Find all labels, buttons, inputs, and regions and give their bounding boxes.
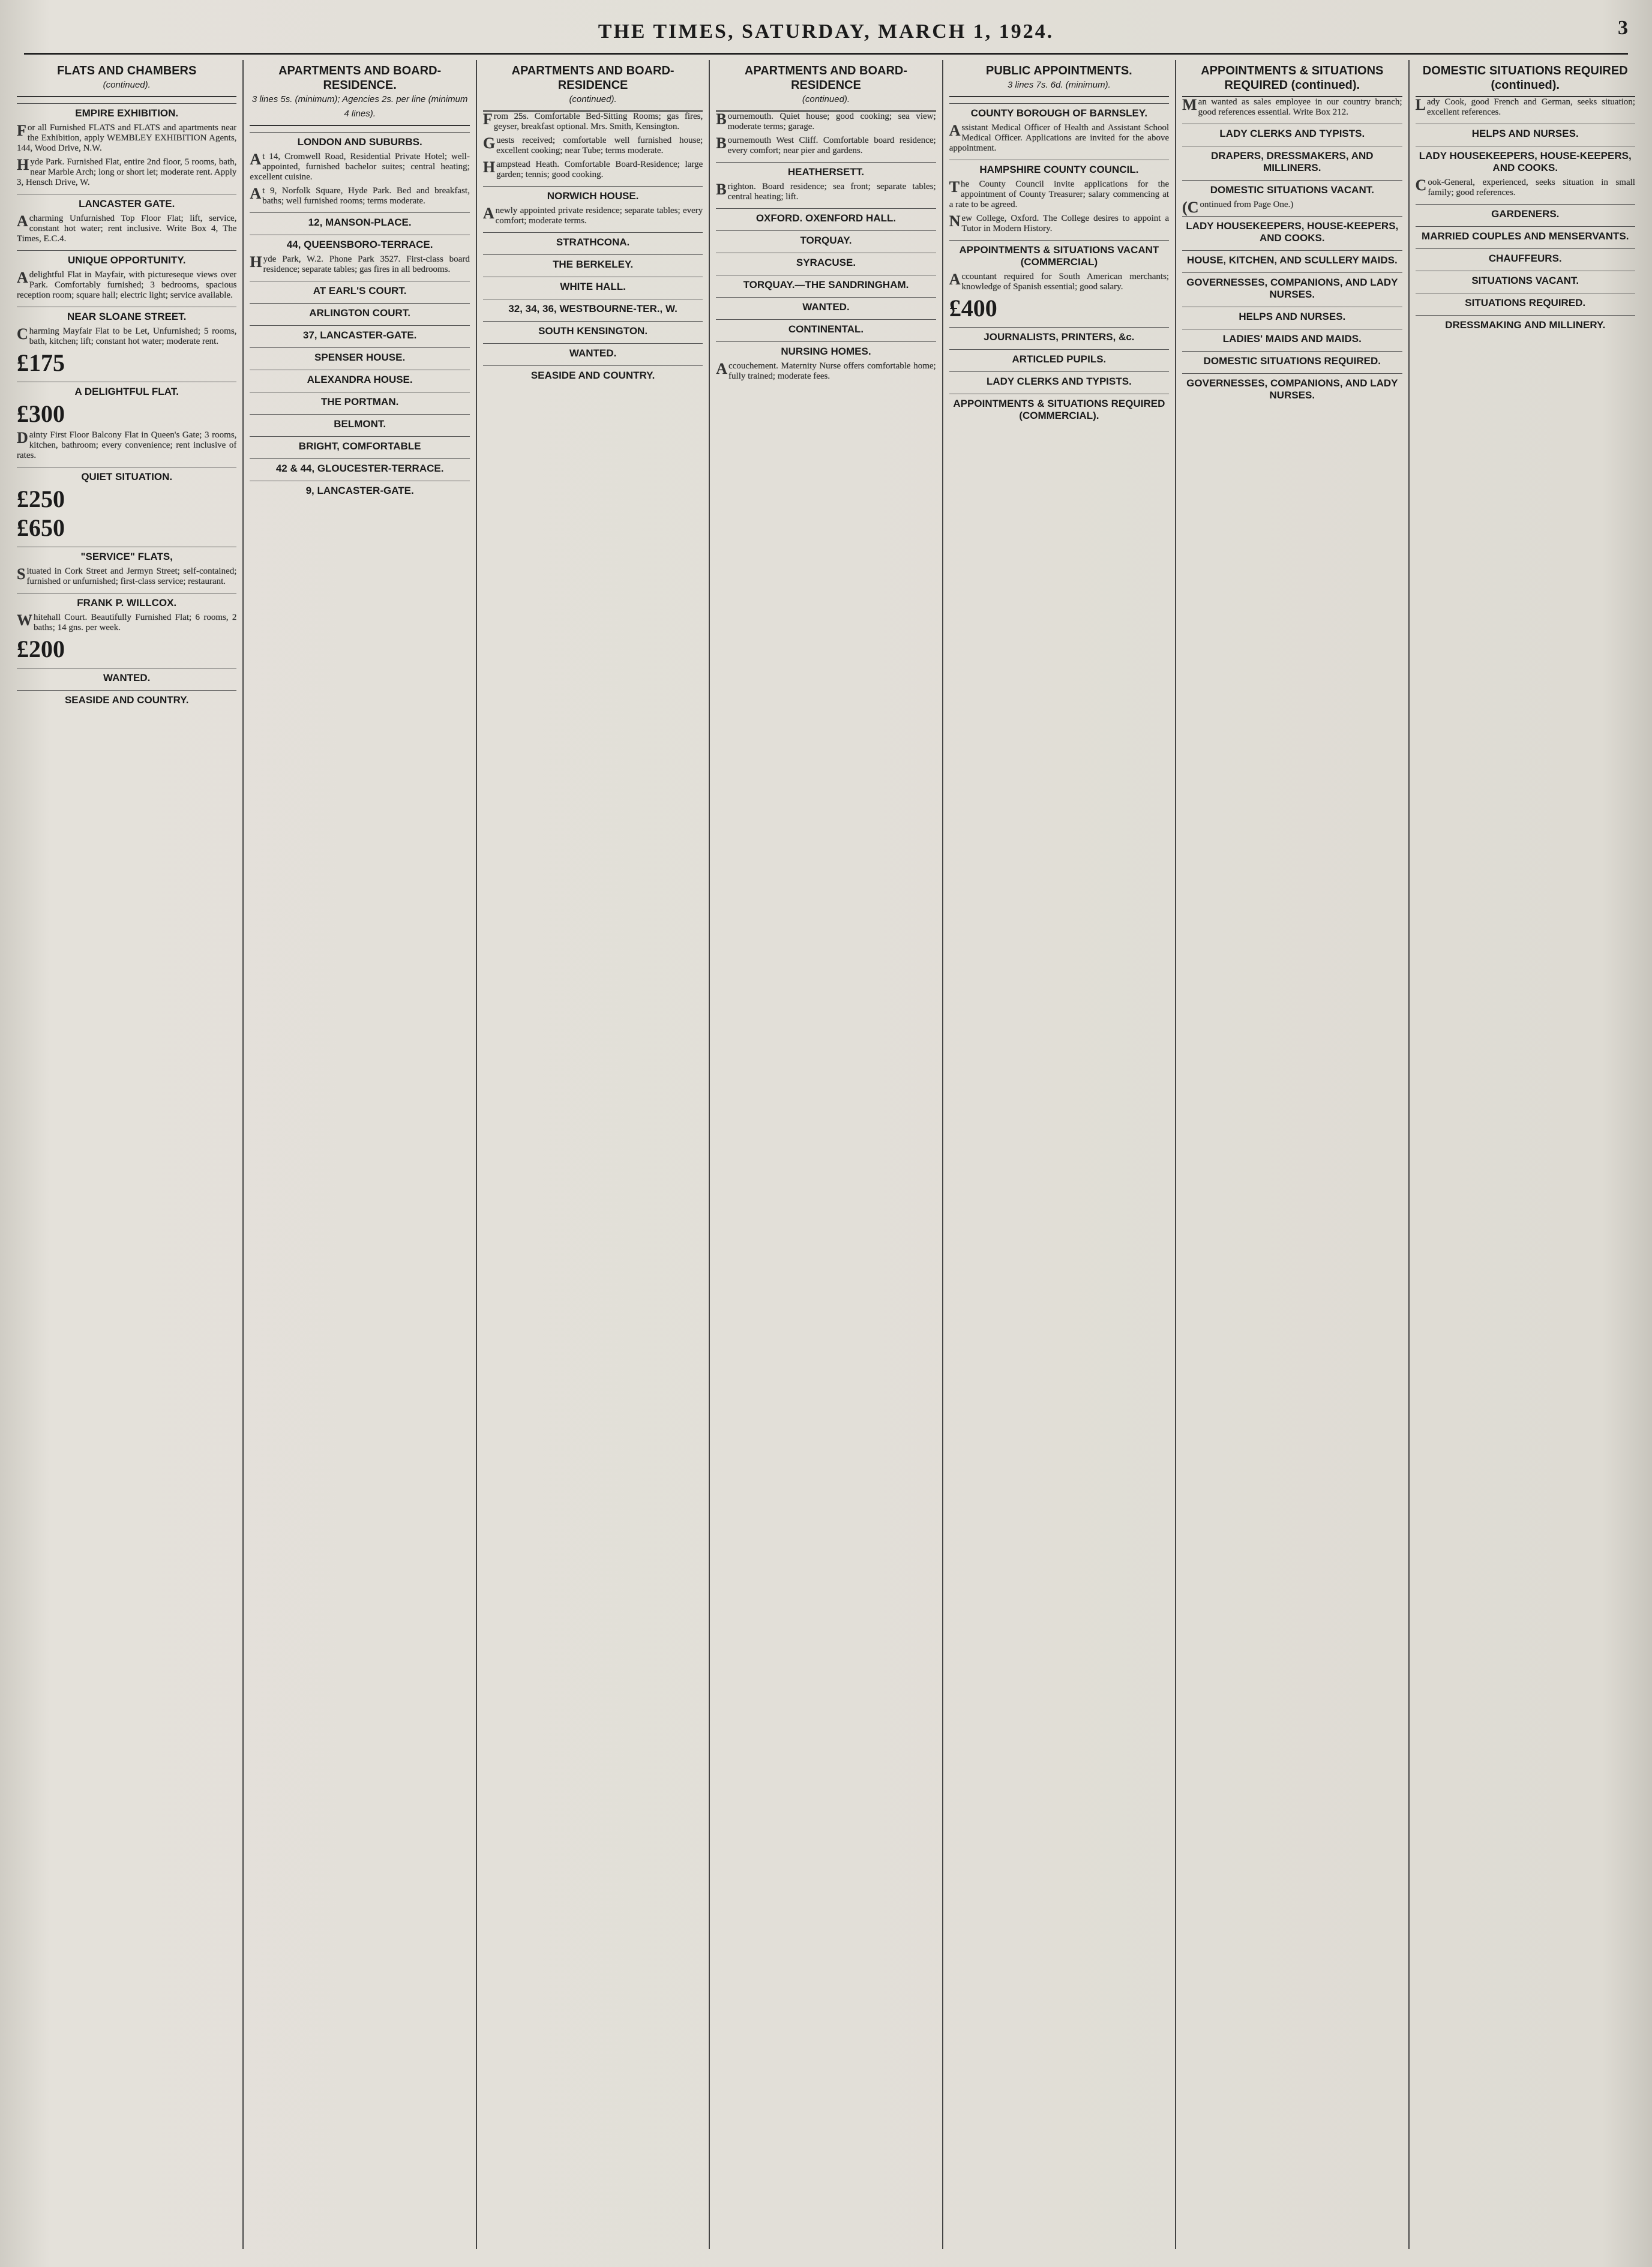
classified-ad: Man wanted as sales employee in our country branch; good references essential. Write Box 212.	[1182, 97, 1402, 117]
section-heading: "SERVICE" FLATS,	[17, 547, 236, 563]
section-heading: SEASIDE AND COUNTRY.	[483, 365, 703, 382]
price-figure: £175	[17, 349, 65, 376]
section-heading: WHITE HALL.	[483, 277, 703, 293]
section-heading: ARTICLED PUPILS.	[949, 349, 1169, 365]
section-heading: DRAPERS, DRESSMAKERS, AND MILLINERS.	[1182, 146, 1402, 174]
classified-ad: The County Council invite applications for the appointment of County Treasurer; salary commencing at a rate to be agreed.	[949, 178, 1170, 209]
section-heading: SITUATIONS VACANT.	[1416, 271, 1635, 287]
section-heading: GARDENERS.	[1416, 204, 1635, 220]
column-heading	[949, 60, 1169, 97]
section-heading: SYRACUSE.	[716, 253, 936, 269]
column-1	[11, 60, 244, 2249]
section-heading: STRATHCONA.	[483, 232, 703, 248]
section-heading: WANTED.	[17, 668, 236, 684]
section-heading: NEAR SLOANE STREET.	[17, 307, 236, 323]
column-heading-text: APARTMENTS AND BOARD-RESIDENCE	[744, 64, 908, 92]
column-7	[1410, 60, 1641, 2249]
section-heading: LADY HOUSEKEEPERS, HOUSE-KEEPERS, AND COOKS.	[1416, 146, 1635, 174]
column-heading-text: DOMESTIC SITUATIONS REQUIRED (continued).	[1422, 64, 1628, 92]
classified-ad: Acharming Unfurnished Top Floor Flat; lift, service, constant hot water; rent inclusive. Write Box 4, The Times, E.C.4.	[17, 212, 237, 244]
column-body	[17, 97, 236, 2249]
section-heading: NORWICH HOUSE.	[483, 186, 703, 202]
section-heading: SITUATIONS REQUIRED.	[1416, 293, 1635, 309]
price-figure: £300	[17, 400, 65, 427]
column-heading	[1182, 60, 1402, 97]
section-heading: SEASIDE AND COUNTRY.	[17, 690, 236, 706]
price-figure: £400	[949, 295, 997, 322]
section-heading: GOVERNESSES, COMPANIONS, AND LADY NURSES.	[1182, 373, 1402, 401]
column-heading-text: APPOINTMENTS & SITUATIONS REQUIRED (continued).	[1201, 64, 1384, 92]
classified-ad: Cook-General, experienced, seeks situation in small family; good references.	[1415, 176, 1635, 197]
section-heading: LONDON AND SUBURBS.	[250, 132, 469, 148]
column-5	[943, 60, 1176, 2249]
column-body	[1182, 97, 1402, 2249]
section-heading: LANCASTER GATE.	[17, 194, 236, 210]
section-heading: HOUSE, KITCHEN, AND SCULLERY MAIDS.	[1182, 250, 1402, 266]
section-heading: 44, QUEENSBORO-TERRACE.	[250, 235, 469, 251]
section-heading: MARRIED COUPLES AND MENSERVANTS.	[1416, 226, 1635, 242]
column-heading-text: APARTMENTS AND BOARD-RESIDENCE	[511, 64, 674, 92]
section-heading: 37, LANCASTER-GATE.	[250, 325, 469, 341]
classified-ad: Accountant required for South American merchants; knowledge of Spanish essential; good salary.	[949, 271, 1170, 292]
column-2	[244, 60, 476, 2249]
section-heading: QUIET SITUATION.	[17, 467, 236, 483]
section-heading: NURSING HOMES.	[716, 341, 936, 358]
section-heading: LADY CLERKS AND TYPISTS.	[949, 371, 1169, 388]
section-heading: 42 & 44, GLOUCESTER-TERRACE.	[250, 458, 469, 475]
section-heading: UNIQUE OPPORTUNITY.	[17, 250, 236, 266]
section-heading: JOURNALISTS, PRINTERS, &c.	[949, 327, 1169, 343]
classified-ad: Brighton. Board residence; sea front; separate tables; central heating; lift.	[716, 181, 936, 202]
column-body	[949, 97, 1169, 2249]
classified-ad: From 25s. Comfortable Bed-Sitting Rooms; gas fires, geyser, breakfast optional. Mrs. Smith, Kensington.	[482, 112, 703, 131]
columns	[11, 60, 1641, 2249]
section-heading: LADY HOUSEKEEPERS, HOUSE-KEEPERS, AND COOKS.	[1182, 216, 1402, 244]
section-heading: EMPIRE EXHIBITION.	[17, 103, 236, 119]
column-6	[1176, 60, 1409, 2249]
classified-ad: Guests received; comfortable well furnished house; excellent cooking; near Tube; terms moderate.	[482, 134, 703, 155]
section-heading: TORQUAY.—THE SANDRINGHAM.	[716, 275, 936, 291]
section-heading: APPOINTMENTS & SITUATIONS VACANT (COMMERCIAL)	[949, 240, 1169, 268]
classified-ad: Accouchement. Maternity Nurse offers comfortable home; fully trained; moderate fees.	[716, 360, 936, 381]
section-heading: WANTED.	[716, 297, 936, 313]
section-heading: HELPS AND NURSES.	[1182, 307, 1402, 323]
section-heading: THE PORTMAN.	[250, 392, 469, 408]
page-number: 3	[1618, 17, 1628, 39]
classified-ad: Assistant Medical Officer of Health and Assistant School Medical Officer. Applications are invited for the above appointment.	[949, 122, 1170, 153]
section-heading: GOVERNESSES, COMPANIONS, AND LADY NURSES.	[1182, 272, 1402, 301]
classified-ad: Hyde Park. Furnished Flat, entire 2nd floor, 5 rooms, bath, near Marble Arch; long or short let; moderate rent. Apply 3, Hensch Drive, W.	[17, 156, 237, 187]
section-heading: WANTED.	[483, 343, 703, 359]
classified-ad: Anewly appointed private residence; separate tables; every comfort; moderate terms.	[482, 205, 703, 226]
column-subheading: (continued).	[802, 94, 850, 104]
section-heading: HELPS AND NURSES.	[1416, 124, 1635, 140]
section-heading: LADY CLERKS AND TYPISTS.	[1182, 124, 1402, 140]
column-subheading: (continued).	[569, 94, 617, 104]
classified-ad: Charming Mayfair Flat to be Let, Unfurnished; 5 rooms, bath, kitchen; lift; constant hot water; moderate rent.	[17, 325, 237, 346]
section-heading: COUNTY BOROUGH OF BARNSLEY.	[949, 103, 1169, 119]
classified-ad: Bournemouth. Quiet house; good cooking; sea view; moderate terms; garage.	[716, 112, 936, 131]
masthead-title: THE TIMES, SATURDAY, MARCH 1, 1924.	[598, 20, 1054, 43]
classified-ad: At 9, Norfolk Square, Hyde Park. Bed and breakfast, baths; well furnished rooms; terms moderate.	[250, 185, 470, 206]
masthead	[24, 11, 1628, 55]
section-heading: CONTINENTAL.	[716, 319, 936, 335]
section-heading: ALEXANDRA HOUSE.	[250, 370, 469, 386]
column-subheading: 3 lines 5s. (minimum); Agencies 2s. per line (minimum 4 lines).	[251, 94, 468, 119]
classified-ad: Hampstead Heath. Comfortable Board-Residence; large garden; tennis; good cooking.	[482, 158, 703, 179]
classified-ad: Situated in Cork Street and Jermyn Street; self-contained; furnished or unfurnished; first-class service; restaurant.	[17, 565, 237, 586]
section-heading: OXFORD. OXENFORD HALL.	[716, 208, 936, 224]
column-4	[710, 60, 943, 2249]
column-heading	[1416, 60, 1635, 97]
section-heading: CHAUFFEURS.	[1416, 248, 1635, 265]
column-heading	[17, 60, 236, 97]
column-body	[1416, 97, 1635, 2249]
column-heading	[483, 60, 703, 112]
section-heading: BRIGHT, COMFORTABLE	[250, 436, 469, 452]
section-heading: BELMONT.	[250, 414, 469, 430]
classified-ad: At 14, Cromwell Road, Residential Private Hotel; well-appointed, furnished bachelor suites; central heating; excellent cuisine.	[250, 151, 470, 182]
column-body	[250, 126, 469, 2249]
column-body	[716, 112, 936, 2249]
price-figure: £200	[17, 635, 65, 662]
section-heading: AT EARL'S COURT.	[250, 281, 469, 297]
section-heading: DOMESTIC SITUATIONS VACANT.	[1182, 180, 1402, 196]
column-heading	[250, 60, 469, 126]
classified-ad: For all Furnished FLATS and FLATS and apartments near the Exhibition, apply WEMBLEY EXHIBITION Agents, 144, Wood Drive, N.W.	[17, 122, 237, 153]
section-heading: THE BERKELEY.	[483, 254, 703, 271]
section-heading: HAMPSHIRE COUNTY COUNCIL.	[949, 160, 1169, 176]
section-heading: 32, 34, 36, WESTBOURNE-TER., W.	[483, 299, 703, 315]
column-heading-text: PUBLIC APPOINTMENTS.	[986, 64, 1132, 77]
classified-ad: Whitehall Court. Beautifully Furnished Flat; 6 rooms, 2 baths; 14 gns. per week.	[17, 611, 237, 632]
classified-ad: Adelightful Flat in Mayfair, with pictureseque views over Park. Comfortably furnished; 3 bedrooms, spacious reception room; square hall; electric light; service available.	[17, 269, 237, 300]
section-heading: A DELIGHTFUL FLAT.	[17, 382, 236, 398]
column-subheading: (continued).	[103, 80, 151, 90]
classified-ad: Lady Cook, good French and German, seeks situation; excellent references.	[1415, 97, 1635, 117]
column-heading-text: FLATS AND CHAMBERS	[57, 64, 197, 77]
section-heading: TORQUAY.	[716, 230, 936, 247]
classified-ad: Hyde Park, W.2. Phone Park 3527. First-class board residence; separate tables; gas fires in all bedrooms.	[250, 253, 470, 274]
column-body	[483, 112, 703, 2249]
section-heading: SOUTH KENSINGTON.	[483, 321, 703, 337]
section-heading: HEATHERSETT.	[716, 162, 936, 178]
classified-ad: Dainty First Floor Balcony Flat in Queen's Gate; 3 rooms, kitchen, bathroom; every convenience; rent inclusive of rates.	[17, 429, 237, 460]
section-heading: DRESSMAKING AND MILLINERY.	[1416, 315, 1635, 331]
column-3	[477, 60, 710, 2249]
section-heading: 12, MANSON-PLACE.	[250, 212, 469, 229]
section-heading: APPOINTMENTS & SITUATIONS REQUIRED (COMMERCIAL).	[949, 394, 1169, 422]
column-subheading: 3 lines 7s. 6d. (minimum).	[1008, 80, 1111, 90]
classified-ad: (Continued from Page One.)	[1182, 199, 1294, 216]
section-heading: 9, LANCASTER-GATE.	[250, 481, 469, 497]
section-heading: LADIES' MAIDS AND MAIDS.	[1182, 329, 1402, 345]
column-heading	[716, 60, 936, 112]
section-heading: FRANK P. WILLCOX.	[17, 593, 236, 609]
price-figure: £650	[17, 514, 65, 541]
section-heading: DOMESTIC SITUATIONS REQUIRED.	[1182, 351, 1402, 367]
classified-ad: Bournemouth West Cliff. Comfortable board residence; every comfort; near pier and gardens.	[716, 134, 936, 155]
classified-ad: New College, Oxford. The College desires to appoint a Tutor in Modern History.	[949, 212, 1170, 233]
section-heading: ARLINGTON COURT.	[250, 303, 469, 319]
price-figure: £250	[17, 485, 65, 512]
section-heading: SPENSER HOUSE.	[250, 347, 469, 364]
column-heading-text: APARTMENTS AND BOARD-RESIDENCE.	[278, 64, 442, 92]
